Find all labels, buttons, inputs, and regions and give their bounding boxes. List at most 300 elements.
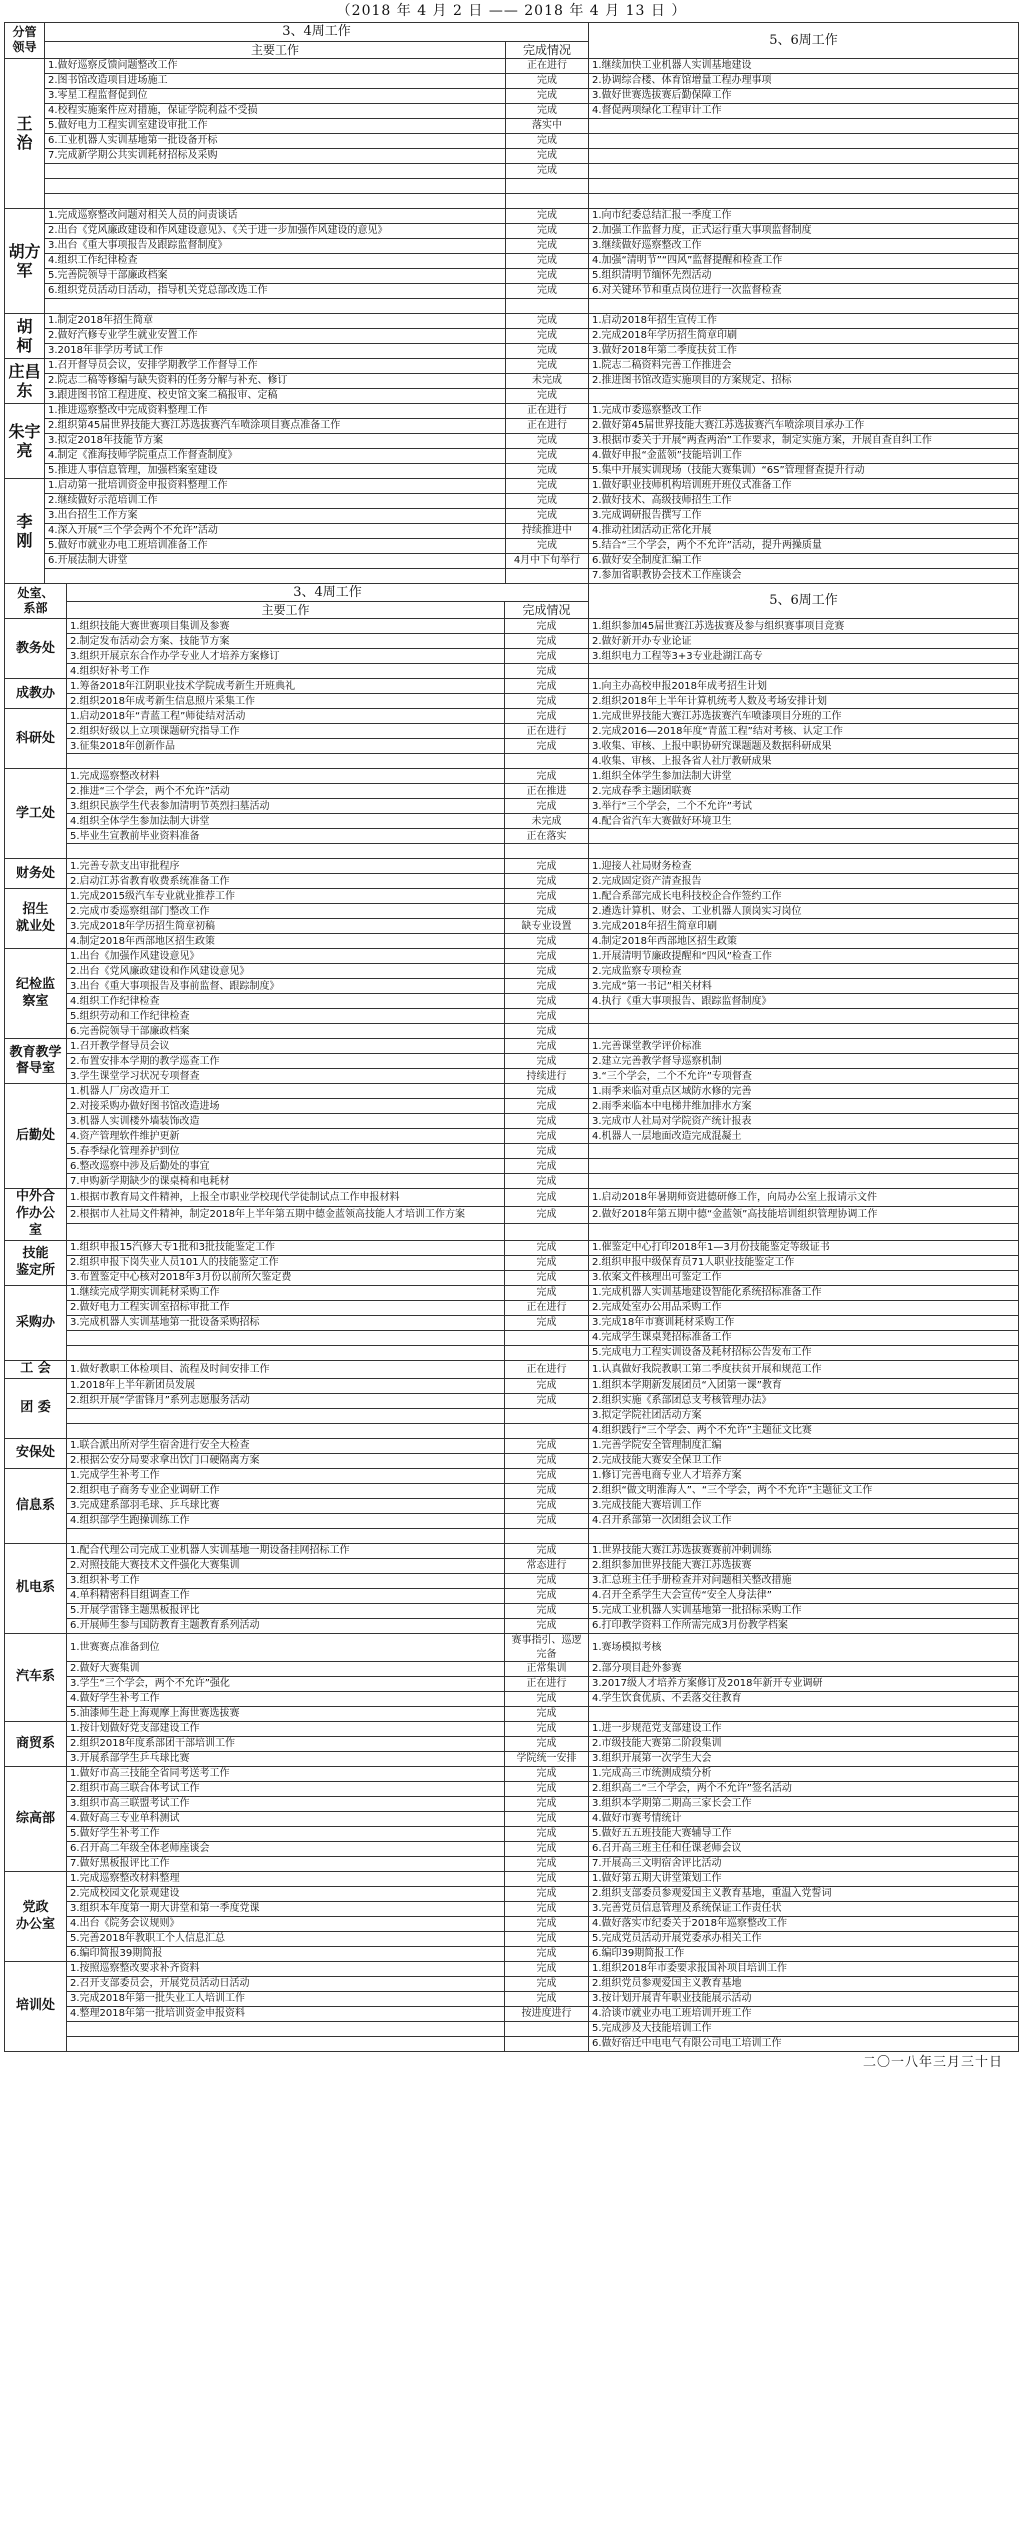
- table-row: [5, 874, 1019, 889]
- next-work-item: 4.制定2018年西部地区招生政策: [589, 934, 1019, 949]
- status-cell: 正在进行: [505, 724, 589, 739]
- status-cell: 完成: [506, 283, 589, 298]
- work-item: 4.制定2018年西部地区招生政策: [67, 934, 505, 949]
- next-work-item: 3.完善党员信息管理及系统保证工作责任状: [589, 1902, 1019, 1917]
- status-header: 完成情况: [506, 41, 589, 58]
- status-cell: 完成: [505, 1084, 589, 1099]
- table-row: [5, 193, 1019, 208]
- table-row: [5, 133, 1019, 148]
- next-work-item: 1.雨季来临对重点区域防水修的完善: [589, 1084, 1019, 1099]
- status-cell: [506, 178, 589, 193]
- work-item: 1.完成巡察整改材料: [67, 769, 505, 784]
- work-item: 2.组织第45届世界技能大赛江苏选拔赛汽车喷涂项目赛点准备工作: [45, 418, 506, 433]
- next-work-item: 4.加强“清明节”“四风”监督提醒和检查工作: [589, 253, 1019, 268]
- work-item: 3.完成机器人实训基地第一批设备采购招标: [67, 1316, 505, 1331]
- status-cell: 完成: [505, 1604, 589, 1619]
- dept-name: 科研处: [5, 709, 67, 769]
- work-item: 3.开展系部学生乒乓球比赛: [67, 1752, 505, 1767]
- table-row: [5, 649, 1019, 664]
- status-cell: 持续进行: [505, 1069, 589, 1084]
- table-row: [5, 814, 1019, 829]
- corner-header: 分管 领导: [5, 23, 45, 59]
- next-work-item: 2.组织党员参观爱国主义教育基地: [589, 1977, 1019, 1992]
- status-cell: 完成: [505, 1256, 589, 1271]
- next-work-item: 3.举行“三个学会，二个不允许”考试: [589, 799, 1019, 814]
- next-work-item: 1.赛场模拟考核: [589, 1634, 1019, 1662]
- next-work-item: 3.组织本学期第二期高三家长会工作: [589, 1797, 1019, 1812]
- next-work-item: [589, 1144, 1019, 1159]
- work-item: 3.组织市高三联盟考试工作: [67, 1797, 505, 1812]
- next-work-item: 6.编印39期简报工作: [589, 1947, 1019, 1962]
- leader-name: 胡方军: [5, 208, 45, 313]
- table-row: [5, 1692, 1019, 1707]
- next-work-item: 4.收集、审核、上报各省人社厅教研成果: [589, 754, 1019, 769]
- work-item: 3.跟进图书馆工程进度、校史馆文案二稿报审、定稿: [45, 388, 506, 403]
- status-cell: 完成: [505, 1439, 589, 1454]
- status-cell: 正在进行: [505, 1301, 589, 1316]
- table-row: [5, 844, 1019, 859]
- status-cell: 完成: [506, 313, 589, 328]
- next-work-item: [589, 1174, 1019, 1189]
- table-row: [5, 553, 1019, 568]
- table-row: [5, 2007, 1019, 2022]
- dept-name: 党政 办公室: [5, 1872, 67, 1962]
- next-work-item: 3.收集、审核、上报中职协研究课题题及数据科研成果: [589, 739, 1019, 754]
- status-cell: 完成: [505, 1379, 589, 1394]
- status-cell: 完成: [505, 1054, 589, 1069]
- status-cell: 完成: [505, 1454, 589, 1469]
- work-item: 1.出台《加强作风建设意见》: [67, 949, 505, 964]
- next-work-item: 2.遴选计算机、财会、工业机器人顶岗实习岗位: [589, 904, 1019, 919]
- work-item: 2.图书馆改造项目进场施工: [45, 73, 506, 88]
- status-cell: 完成: [505, 964, 589, 979]
- table-row: [5, 358, 1019, 373]
- table-row: [5, 1361, 1019, 1379]
- work-item: 1.完善专款支出审批程序: [67, 859, 505, 874]
- status-cell: 完成: [505, 1932, 589, 1947]
- next-work-item: 1.启动2018年暑期师资进德研修工作，向局办公室上报请示文件: [589, 1189, 1019, 1206]
- next-work-item: 1.组织本学期新发展团员“入团第一课”教育: [589, 1379, 1019, 1394]
- status-cell: 正在落实: [505, 829, 589, 844]
- dept-name: 成教办: [5, 679, 67, 709]
- work-item: 4.做好高三专业单科测试: [67, 1812, 505, 1827]
- table-row: [5, 1129, 1019, 1144]
- status-cell: 完成: [505, 1241, 589, 1256]
- dept-name: 汽车系: [5, 1634, 67, 1722]
- work-item: 3.出台《重大事项报告及事前监督、跟踪制度》: [67, 979, 505, 994]
- work-item: 1.做好市高三技能全省同考送考工作: [67, 1767, 505, 1782]
- work-item: 5.完善院领导干部廉政档案: [45, 268, 506, 283]
- dept-name: 纪检监 察室: [5, 949, 67, 1039]
- table-row: [5, 463, 1019, 478]
- work-item: 1.做好巡察反馈问题整改工作: [45, 58, 506, 73]
- next-work-item: 1.迎接人社局财务检查: [589, 859, 1019, 874]
- next-work-item: [589, 388, 1019, 403]
- status-cell: [505, 754, 589, 769]
- next-work-item: 2.建立完善教学督导巡察机制: [589, 1054, 1019, 1069]
- work-item: 1.联合派出所对学生宿舍进行安全大检查: [67, 1439, 505, 1454]
- next-work-item: [589, 1707, 1019, 1722]
- status-cell: 完成: [506, 103, 589, 118]
- work-item: 5.油漆师生赴上海观摩上海世赛选拔赛: [67, 1707, 505, 1722]
- table-row: [5, 1316, 1019, 1331]
- work-item: 4.深入开展“三个学会两个不允许”活动: [45, 523, 506, 538]
- work-item: 1.机器人厂房改造开工: [67, 1084, 505, 1099]
- status-cell: [506, 568, 589, 583]
- next-work-item: 1.配合系部完成长电科技校企合作签约工作: [589, 889, 1019, 904]
- status-cell: 完成: [505, 1271, 589, 1286]
- work-item: [67, 1223, 505, 1240]
- dept-name: 信息系: [5, 1469, 67, 1544]
- status-cell: 完成: [505, 1902, 589, 1917]
- table-row: [5, 403, 1019, 418]
- status-cell: 完成: [505, 904, 589, 919]
- table-row: [5, 754, 1019, 769]
- status-cell: 完成: [505, 1114, 589, 1129]
- next-work-item: 2.完成2018年学历招生简章印刷: [589, 328, 1019, 343]
- table-row: [5, 1189, 1019, 1206]
- work-item: 6.编印简报39期简报: [67, 1947, 505, 1962]
- dept-name: 教务处: [5, 619, 67, 679]
- work-item: 4.整理2018年第一批培训资金申报资料: [67, 2007, 505, 2022]
- next-work-item: [589, 1009, 1019, 1024]
- work-item: 2.院志二稿等修编与缺失资料的任务分解与补充、修订: [45, 373, 506, 388]
- status-cell: 4月中下旬举行: [506, 553, 589, 568]
- next-work-item: 2.组织高二“三个学会，两个不允许”签名活动: [589, 1782, 1019, 1797]
- status-cell: 完成: [506, 133, 589, 148]
- next-work-item: 1.组织参加45届世赛江苏选拔赛及参与组织赛事项目竞赛: [589, 619, 1019, 634]
- work-item: 3.学生“三个学会，两个不允许”强化: [67, 1677, 505, 1692]
- table-row: [5, 1677, 1019, 1692]
- table-row: [5, 1842, 1019, 1857]
- table-row: [5, 664, 1019, 679]
- table-row: [5, 679, 1019, 694]
- dept-name: 综高部: [5, 1767, 67, 1872]
- status-cell: 完成: [506, 238, 589, 253]
- work-item: [67, 1409, 505, 1424]
- work-item: 3.学生课堂学习状况专项督查: [67, 1069, 505, 1084]
- status-cell: 完成: [505, 934, 589, 949]
- work-item: 2.组织市高三联合体考试工作: [67, 1782, 505, 1797]
- status-cell: 完成: [505, 769, 589, 784]
- status-cell: 完成: [506, 463, 589, 478]
- dept-name: 团 委: [5, 1379, 67, 1439]
- next-work-item: 2.做好技术、高级技师招生工作: [589, 493, 1019, 508]
- table-row: [5, 1947, 1019, 1962]
- table-row: [5, 223, 1019, 238]
- table-row: [5, 829, 1019, 844]
- table-row: [5, 889, 1019, 904]
- table-row: [5, 724, 1019, 739]
- table-row: [5, 73, 1019, 88]
- status-cell: 正在进行: [506, 403, 589, 418]
- work-item: 4.出台《院务会议规则》: [67, 1917, 505, 1932]
- status-cell: 完成: [505, 1797, 589, 1812]
- work-item: [67, 1331, 505, 1346]
- table-row: [5, 1962, 1019, 1977]
- work-item: 2.组织开展“学雷锋月”系列志愿服务活动: [67, 1394, 505, 1409]
- status-cell: 完成: [506, 148, 589, 163]
- next-work-item: [589, 844, 1019, 859]
- status-cell: 完成: [506, 433, 589, 448]
- status-cell: 完成: [505, 1722, 589, 1737]
- next-work-item: 3.继续做好巡察整改工作: [589, 238, 1019, 253]
- dept-name: 安保处: [5, 1439, 67, 1469]
- work-item: 6.组织党员活动日活动，指导机关党总部改选工作: [45, 283, 506, 298]
- work-item: 4.做好学生补考工作: [67, 1692, 505, 1707]
- work-item: 5.毕业生宣教前毕业资料准备: [67, 829, 505, 844]
- work-item: 6.完善院领导干部廉政档案: [67, 1024, 505, 1039]
- table-row: [5, 238, 1019, 253]
- next-work-item: 4.学生饮食优质、不丢落交往教育: [589, 1692, 1019, 1707]
- work-item: 2.组织申报下岗失业人员101人的技能鉴定工作: [67, 1256, 505, 1271]
- table-row: [5, 1271, 1019, 1286]
- work-item: 1.召开督导员会议，安排学期教学工作督导工作: [45, 358, 506, 373]
- work-item: [67, 754, 505, 769]
- status-cell: 完成: [505, 889, 589, 904]
- next-work-item: 2.完成2016—2018年度“青蓝工程”结对考核、认定工作: [589, 724, 1019, 739]
- table-row: [5, 208, 1019, 223]
- work-item: 4.制定《淮海技师学院重点工作督查制度》: [45, 448, 506, 463]
- dept-name: 商贸系: [5, 1722, 67, 1767]
- status-cell: 完成: [505, 979, 589, 994]
- work-item: 1.继续完成学期实训耗材采购工作: [67, 1286, 505, 1301]
- next-work-item: 2.市级技能大赛第二阶段集训: [589, 1737, 1019, 1752]
- leader-name: 李 刚: [5, 478, 45, 583]
- depts-table: [4, 583, 1019, 2052]
- status-cell: [505, 1409, 589, 1424]
- table-row: [5, 1529, 1019, 1544]
- next-work-item: 2.完成处室办公用品采购工作: [589, 1301, 1019, 1316]
- work-item: [67, 2022, 505, 2037]
- next-work-item: 2.加强工作监督力度，正式运行重大事项监督制度: [589, 223, 1019, 238]
- period-header: （2018 年 4 月 2 日 —— 2018 年 4 月 13 日 ）: [336, 3, 687, 19]
- next-work-item: 4.做好落实市纪委关于2018年巡察整改工作: [589, 1917, 1019, 1932]
- table-row: [5, 1054, 1019, 1069]
- status-cell: 未完成: [505, 814, 589, 829]
- table-row: [5, 163, 1019, 178]
- status-cell: [505, 1424, 589, 1439]
- table-row: [5, 2022, 1019, 2037]
- table-row: [5, 1084, 1019, 1099]
- table-row: [5, 994, 1019, 1009]
- work-item: [67, 1424, 505, 1439]
- next-work-item: 1.做好第五期大讲堂策划工作: [589, 1872, 1019, 1887]
- status-cell: 完成: [506, 328, 589, 343]
- work-item: 6.开展师生参与国防教育主题教育系列活动: [67, 1619, 505, 1634]
- week34-header: 3、4周工作: [45, 23, 589, 42]
- table-row: [5, 1346, 1019, 1361]
- table-row: [5, 1797, 1019, 1812]
- work-item: 1.启动第一批培训资金申报资料整理工作: [45, 478, 506, 493]
- table-row: [5, 1223, 1019, 1240]
- next-work-item: 1.向市纪委总结汇报一季度工作: [589, 208, 1019, 223]
- work-item: 2.组织好级以上立项课题研究指导工作: [67, 724, 505, 739]
- table-row: [5, 1159, 1019, 1174]
- table-row: [5, 1114, 1019, 1129]
- work-item: 6.召开高二年级全体老师座谈会: [67, 1842, 505, 1857]
- work-item: 6.整改巡察中涉及后勤处的事宜: [67, 1159, 505, 1174]
- next-work-item: [589, 1024, 1019, 1039]
- status-cell: 完成: [505, 1174, 589, 1189]
- work-item: 3.完成2018年第一批失业工人培训工作: [67, 1992, 505, 2007]
- work-item: 3.组织开展京东合作办学专业人才培养方案修订: [67, 649, 505, 664]
- main-work-header: 主要工作: [45, 41, 506, 58]
- next-work-item: 3.“三个学会，二个不允许”专项督查: [589, 1069, 1019, 1084]
- next-work-item: 2.组织支部委员参观爱国主义教育基地，重温入党誓词: [589, 1887, 1019, 1902]
- status-cell: 正在进行: [505, 1677, 589, 1692]
- footer-date: 二〇一八年三月三十日: [862, 2055, 1003, 2071]
- table-row: [5, 1069, 1019, 1084]
- status-cell: 完成: [506, 388, 589, 403]
- work-item: 5.推进人事信息管理，加强档案室建设: [45, 463, 506, 478]
- status-cell: [506, 193, 589, 208]
- next-work-item: 6.做好宿迁中电电气有限公司电工培训工作: [589, 2037, 1019, 2052]
- work-item: 3.征集2018年创新作品: [67, 739, 505, 754]
- work-item: [67, 844, 505, 859]
- work-item: 1.根据市教育局文件精神，上报全市职业学校现代学徒制试点工作申报材料: [67, 1189, 505, 1206]
- dept-name: 教育教学 督导室: [5, 1039, 67, 1084]
- table-row: [5, 1782, 1019, 1797]
- status-cell: [505, 1346, 589, 1361]
- status-cell: 完成: [506, 358, 589, 373]
- work-item: 5.组织劳动和工作纪律检查: [67, 1009, 505, 1024]
- next-work-item: 4.召开系部第一次团组会议工作: [589, 1514, 1019, 1529]
- dept-name: 机电系: [5, 1544, 67, 1634]
- next-work-item: 4.执行《重大事项报告、跟踪监督制度》: [589, 994, 1019, 1009]
- table-row: [5, 1424, 1019, 1439]
- next-work-item: 5.组织清明节缅怀先烈活动: [589, 268, 1019, 283]
- table-row: [5, 1707, 1019, 1722]
- next-work-item: 4.做好申报“金蓝领”技能培训工作: [589, 448, 1019, 463]
- corner-header: 处室、 系部: [5, 583, 67, 619]
- main-work-header: 主要工作: [67, 602, 505, 619]
- table-row: [5, 1767, 1019, 1782]
- next-work-item: 2.组织实施《系部团总支考核管理办法》: [589, 1394, 1019, 1409]
- status-cell: 完成: [505, 994, 589, 1009]
- next-work-item: 3.根据市委关于开展“两查两治”工作要求，制定实施方案，开展自查自纠工作: [589, 433, 1019, 448]
- work-item: [67, 2037, 505, 2052]
- status-cell: 完成: [505, 1947, 589, 1962]
- next-work-item: 3.完成市人社局对学院资产统计报表: [589, 1114, 1019, 1129]
- table-row: [5, 343, 1019, 358]
- table-row: [5, 178, 1019, 193]
- work-item: 2.布置安排本学期的教学巡查工作: [67, 1054, 505, 1069]
- week56-header: 5、6周工作: [589, 583, 1019, 619]
- status-cell: 完成: [505, 799, 589, 814]
- next-work-item: [589, 193, 1019, 208]
- status-cell: 未完成: [506, 373, 589, 388]
- work-item: 5.做好学生补考工作: [67, 1827, 505, 1842]
- work-item: 2.组织2018年成考新生信息照片采集工作: [67, 694, 505, 709]
- status-cell: 完成: [505, 1286, 589, 1301]
- status-cell: 完成: [505, 1737, 589, 1752]
- status-cell: 完成: [505, 634, 589, 649]
- work-item: 2.完成校园文化景观建设: [67, 1887, 505, 1902]
- table-row: [5, 1331, 1019, 1346]
- status-cell: 赛事指引、巡逻完备: [505, 1634, 589, 1662]
- status-cell: 完成: [505, 1887, 589, 1902]
- table-row: [5, 1619, 1019, 1634]
- work-item: [45, 163, 506, 178]
- status-cell: 完成: [505, 1484, 589, 1499]
- work-item: 2.制定发布活动会方案、技能节方案: [67, 634, 505, 649]
- work-item: 3.出台招生工作方案: [45, 508, 506, 523]
- table-row: [5, 373, 1019, 388]
- work-item: 3.2018年非学历考试工作: [45, 343, 506, 358]
- next-work-item: 3.完成18年市赛训耗材采购工作: [589, 1316, 1019, 1331]
- next-work-item: 2.部分项目赴外参赛: [589, 1662, 1019, 1677]
- work-item: 1.按计划做好党支部建设工作: [67, 1722, 505, 1737]
- next-work-item: 2.协调综合楼、体育馆增量工程办理事项: [589, 73, 1019, 88]
- dept-name: 采购办: [5, 1286, 67, 1361]
- status-cell: 完成: [505, 1024, 589, 1039]
- status-cell: 完成: [506, 163, 589, 178]
- status-cell: 完成: [505, 1206, 589, 1223]
- status-cell: 完成: [505, 1962, 589, 1977]
- table-row: [5, 934, 1019, 949]
- table-row: [5, 1857, 1019, 1872]
- next-work-item: 4.洽谈市就业办电工班培训开班工作: [589, 2007, 1019, 2022]
- table-row: [5, 1634, 1019, 1662]
- next-work-item: 2.完成监察专项检查: [589, 964, 1019, 979]
- status-cell: [505, 844, 589, 859]
- status-cell: 完成: [505, 1039, 589, 1054]
- work-item: 3.完成建系部羽毛球、乒乓球比赛: [67, 1499, 505, 1514]
- next-work-item: 3.完成“第一书记”相关材料: [589, 979, 1019, 994]
- table-row: [5, 1379, 1019, 1394]
- work-item: 5.春季绿化管理养护到位: [67, 1144, 505, 1159]
- next-work-item: 1.修订完善电商专业人才培养方案: [589, 1469, 1019, 1484]
- status-cell: 完成: [505, 1574, 589, 1589]
- status-cell: 完成: [506, 208, 589, 223]
- work-item: 2.启动江苏省教育收费系统准备工作: [67, 874, 505, 889]
- status-cell: 完成: [505, 874, 589, 889]
- status-cell: 缺专业设置: [505, 919, 589, 934]
- status-cell: [505, 2037, 589, 2052]
- table-row: [5, 739, 1019, 754]
- next-work-item: 3.按计划开展青年职业技能展示活动: [589, 1992, 1019, 2007]
- table-row: [5, 1206, 1019, 1223]
- table-row: [5, 118, 1019, 133]
- status-cell: 完成: [506, 223, 589, 238]
- status-cell: 完成: [505, 1469, 589, 1484]
- next-work-item: 3.完成调研报告撰写工作: [589, 508, 1019, 523]
- work-item: 1.组织申报15汽修大专1批和3批技能鉴定工作: [67, 1241, 505, 1256]
- status-cell: 完成: [505, 1842, 589, 1857]
- next-work-item: [589, 178, 1019, 193]
- status-cell: 完成: [505, 1917, 589, 1932]
- table-row: [5, 1992, 1019, 2007]
- work-item: 5.做好电力工程实训室建设审批工作: [45, 118, 506, 133]
- dept-name: 后勤处: [5, 1084, 67, 1189]
- status-cell: 完成: [505, 1316, 589, 1331]
- table-row: [5, 478, 1019, 493]
- table-row: [5, 1887, 1019, 1902]
- table-row: [5, 769, 1019, 784]
- status-cell: 完成: [505, 1394, 589, 1409]
- status-cell: 完成: [506, 88, 589, 103]
- status-cell: 正在进行: [506, 58, 589, 73]
- leaders-table: [4, 22, 1019, 584]
- status-cell: [506, 298, 589, 313]
- table-row: [5, 1827, 1019, 1842]
- next-work-item: 5.做好五五班技能大赛辅导工作: [589, 1827, 1019, 1842]
- work-item: 1.完成学生补考工作: [67, 1469, 505, 1484]
- table-row: [5, 88, 1019, 103]
- next-work-item: 6.做好安全制度汇编工作: [589, 553, 1019, 568]
- status-cell: 落实中: [506, 118, 589, 133]
